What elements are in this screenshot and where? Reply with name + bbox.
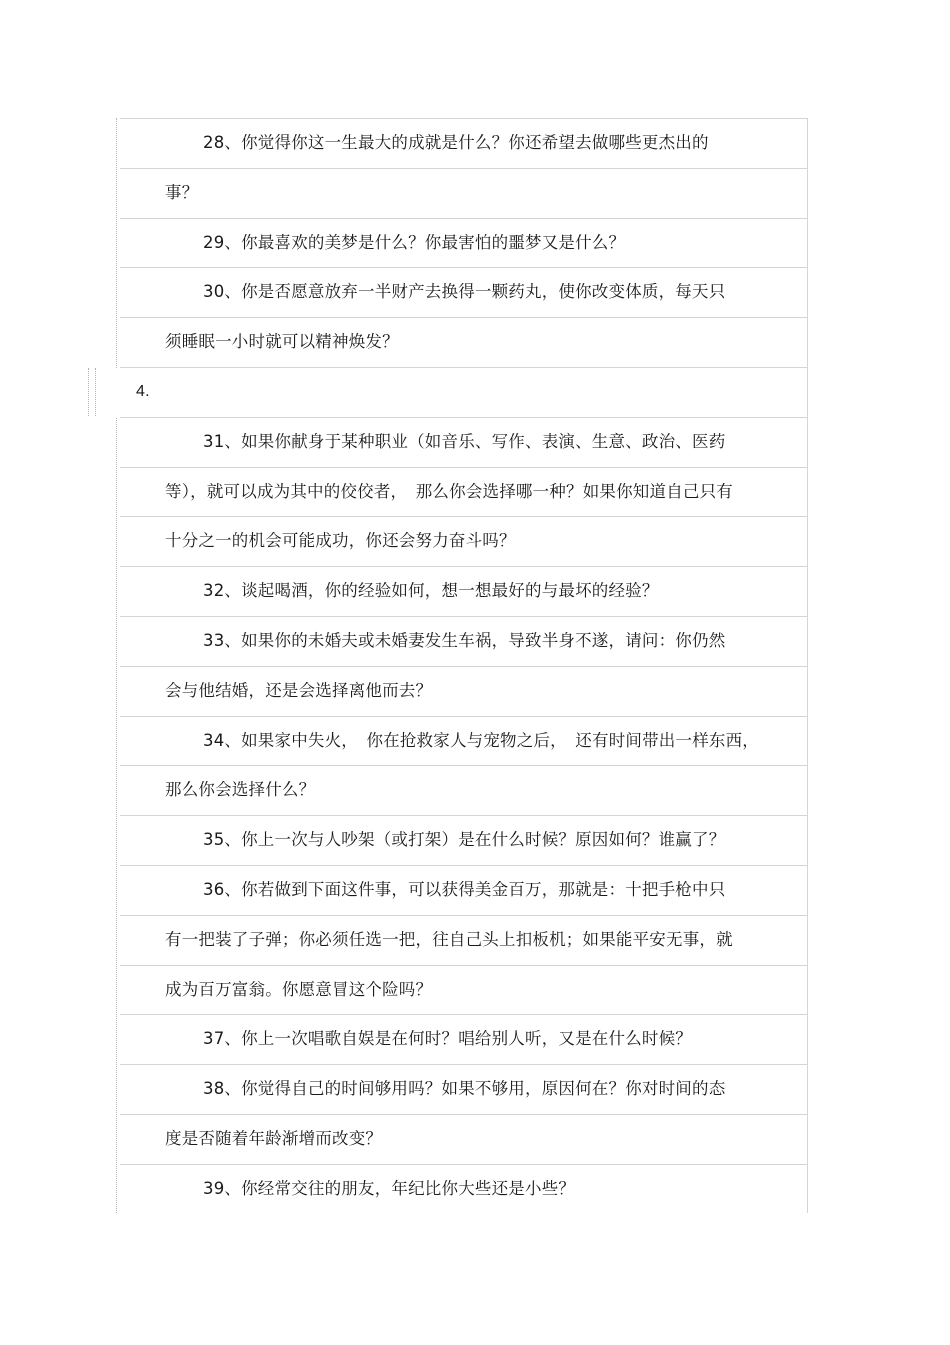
question-text: 28、你觉得你这一生最大的成就是什么？你还希望去做哪些更杰出的 — [203, 133, 709, 152]
question-text: 36、你若做到下面这件事，可以获得美金百万，那就是：十把手枪中只 — [203, 880, 726, 899]
text-row — [120, 666, 807, 716]
question-continuation-text: 有一把装了子弹；你必须任选一把，往自己头上扣板机；如果能平安无事，就 — [165, 930, 733, 949]
question-text: 38、你觉得自己的时间够用吗？如果不够用，原因何在？你对时间的态 — [203, 1079, 726, 1098]
text-row — [120, 218, 807, 268]
text-row — [120, 815, 807, 865]
text-row — [120, 1164, 807, 1214]
text-row — [120, 865, 807, 915]
question-continuation-text: 事？ — [165, 183, 199, 202]
text-row — [120, 915, 807, 965]
text-row — [120, 417, 807, 467]
question-continuation-text: 十分之一的机会可能成功，你还会努力奋斗吗？ — [165, 531, 516, 550]
question-text: 34、如果家中失火， 你在抢救家人与宠物之后， 还有时间带出一样东西， — [203, 731, 759, 750]
text-row — [120, 317, 807, 367]
question-text: 32、谈起喝酒，你的经验如何，想一想最好的与最坏的经验？ — [203, 581, 659, 600]
text-row — [120, 765, 807, 815]
section-margin-marker — [88, 368, 96, 416]
text-row — [120, 616, 807, 666]
text-row — [120, 566, 807, 616]
question-text: 30、你是否愿意放弃一半财产去换得一颗药丸，使你改变体质，每天只 — [203, 282, 726, 301]
section-number: 4. — [136, 383, 150, 400]
text-row — [120, 467, 807, 517]
text-row — [120, 1014, 807, 1064]
question-text: 29、你最喜欢的美梦是什么？你最害怕的噩梦又是什么？ — [203, 233, 626, 252]
question-text: 33、如果你的未婚夫或未婚妻发生车祸，导致半身不遂，请问：你仍然 — [203, 631, 726, 650]
question-text: 35、你上一次与人吵架（或打架）是在什么时候？原因如何？谁赢了？ — [203, 830, 726, 849]
document-table — [120, 118, 808, 1213]
text-row — [120, 965, 807, 1015]
question-continuation-text: 那么你会选择什么？ — [165, 780, 316, 799]
text-row — [120, 716, 807, 766]
text-row — [120, 118, 807, 168]
question-continuation-text: 度是否随着年龄渐增而改变？ — [165, 1129, 383, 1148]
text-row — [120, 168, 807, 218]
question-continuation-text: 须睡眠一小时就可以精神焕发？ — [165, 332, 399, 351]
text-row — [120, 1064, 807, 1114]
question-text: 39、你经常交往的朋友，年纪比你大些还是小些？ — [203, 1179, 576, 1198]
question-text: 37、你上一次唱歌自娱是在何时？唱给别人听，又是在什么时候？ — [203, 1029, 692, 1048]
text-row — [120, 267, 807, 317]
question-continuation-text: 等），就可以成为其中的佼佼者， 那么你会选择哪一种？如果你知道自己只有 — [165, 482, 733, 501]
question-text: 31、如果你献身于某种职业（如音乐、写作、表演、生意、政治、医药 — [203, 432, 726, 451]
text-row — [120, 1114, 807, 1164]
section-heading-row — [120, 367, 807, 417]
text-row — [120, 516, 807, 566]
question-continuation-text: 成为百万富翁。你愿意冒这个险吗？ — [165, 980, 433, 999]
question-continuation-text: 会与他结婚，还是会选择离他而去？ — [165, 681, 433, 700]
